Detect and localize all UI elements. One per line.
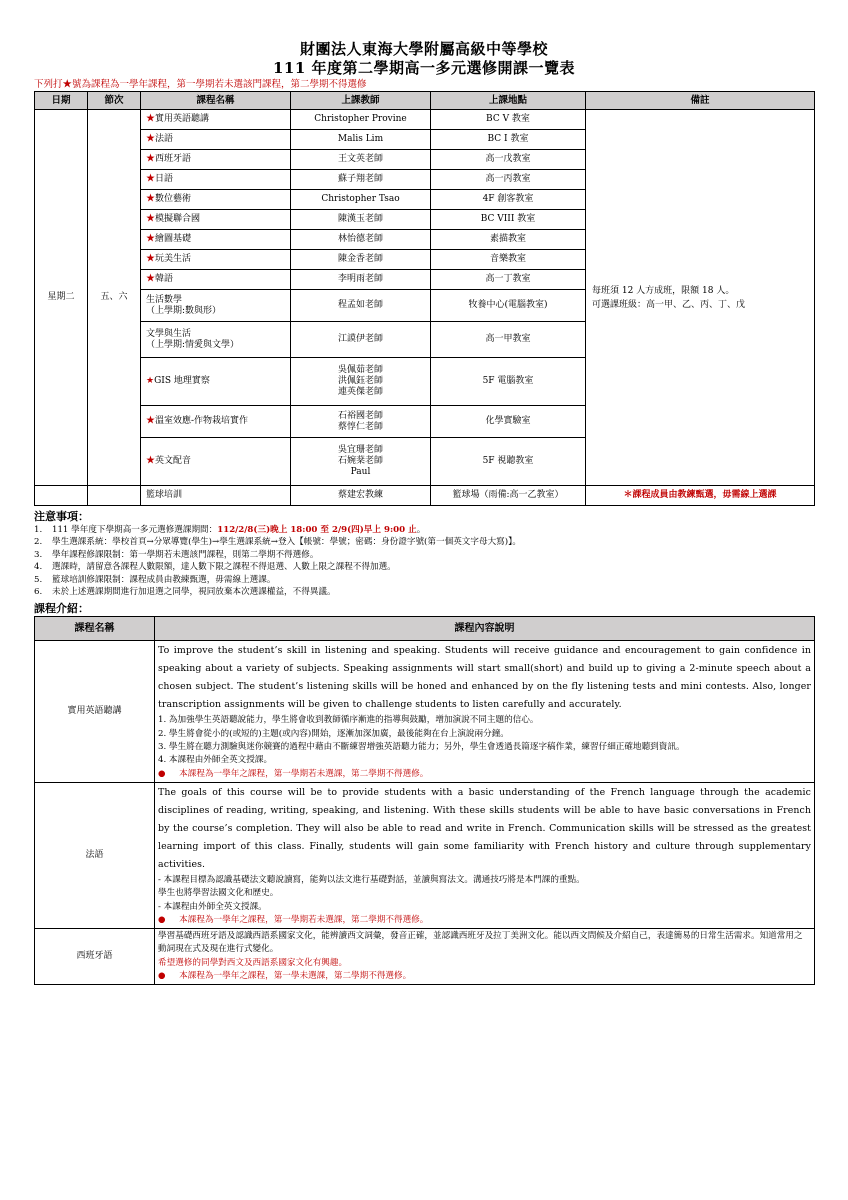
- note-text: 111 學年度下學期高一多元選修選課期間：: [52, 525, 218, 535]
- bullet-icon: ●: [158, 768, 180, 779]
- course-subtitle: （上學期:數與形）: [146, 305, 222, 316]
- year-course-note: [158, 970, 811, 983]
- course-name: 文學與生活: [146, 328, 192, 339]
- course-subtitle: （上學期:情愛與文學）: [146, 339, 240, 350]
- remark-classes: 可選課班級：高一甲、乙、丙、丁、戊: [592, 299, 746, 310]
- teacher-name: 連英傑老師: [337, 387, 383, 397]
- course-name-cell: [141, 270, 291, 290]
- teacher-cell: [291, 406, 431, 438]
- year-course-star-icon: ★: [146, 214, 156, 224]
- course-name-cell: [141, 170, 291, 190]
- course-name-cell: [141, 438, 291, 486]
- room-cell: BC I 教室: [431, 130, 586, 150]
- intro-row: [35, 641, 815, 782]
- course-name: 法語: [155, 134, 174, 144]
- header-teacher: 上課教師: [291, 92, 431, 110]
- teacher-cell: [291, 210, 431, 230]
- chinese-description-line: 學生也將學習法國文化和歷史。: [158, 888, 279, 899]
- course-name: 繪圖基礎: [155, 234, 192, 244]
- teacher-cell: [291, 290, 431, 322]
- room-cell: 高一丙教室: [431, 170, 586, 190]
- note-text: 籃球培訓修課限制：課程成員由教練甄選，毋需線上選課。: [52, 574, 276, 585]
- year-course-notice: 下列打★號為課程為一學年課程，第一學期若未選該門課程，第二學期不得選修: [34, 79, 367, 90]
- teacher-name: 蘇子翔老師: [337, 174, 383, 184]
- year-course-star-icon: ★: [146, 114, 156, 124]
- remark-capacity: 每班須 12 人方成班，限額 18 人。: [592, 285, 735, 296]
- teacher-name: 程孟如老師: [337, 300, 383, 310]
- teacher-name: 石婉棻老師: [337, 456, 383, 466]
- intro-description: [155, 929, 815, 985]
- teacher-name: Malis Lim: [337, 134, 384, 144]
- intro-description: [155, 782, 815, 928]
- teacher-cell: [291, 230, 431, 250]
- teacher-cell: [291, 250, 431, 270]
- note-text: 選課時，請留意各課程人數限額，達人數下限之課程不得退選、人數上限之課程不得加選。: [52, 562, 396, 573]
- teacher-cell: [291, 150, 431, 170]
- notes-list: [34, 524, 814, 598]
- course-name: 實用英語聽講: [155, 114, 210, 124]
- schedule-table: [34, 91, 815, 506]
- course-name-cell: [141, 322, 291, 358]
- room-cell: 化學實驗室: [431, 406, 586, 438]
- year-course-note-text: 本課程為一學年之課程，第一學期若未選課，第二學期不得選修。: [179, 914, 429, 925]
- teacher-cell: [291, 130, 431, 150]
- header-remark: 備註: [586, 92, 815, 110]
- schedule-row-basketball: [35, 486, 815, 506]
- teacher-name: 吳宜珊老師: [337, 445, 383, 455]
- period-cell: 五、六: [88, 110, 141, 486]
- intro-row: [35, 929, 815, 985]
- room-cell: 高一戊教室: [431, 150, 586, 170]
- teacher-cell: 蔡建宏教練: [291, 486, 431, 506]
- note-deadline: 112/2/8(三)晚上 18:00 至 2/9(四)早上 9:00 止: [217, 525, 417, 535]
- note-item: [34, 574, 814, 586]
- room-cell: BC VIII 教室: [431, 210, 586, 230]
- note-number: 6.: [34, 587, 43, 598]
- note-text: 學年課程修課限制：第一學期若未選該門課程，則第二學期不得選修。: [52, 549, 319, 560]
- year-course-star-icon: ★: [146, 416, 156, 426]
- room-cell: 音樂教室: [431, 250, 586, 270]
- intro-course-name: 西班牙語: [35, 929, 155, 985]
- room-cell: 高一甲教室: [431, 322, 586, 358]
- teacher-name: 李明雨老師: [337, 274, 383, 284]
- teacher-cell: [291, 438, 431, 486]
- course-name-cell: [141, 210, 291, 230]
- empty-cell: [88, 486, 141, 506]
- chinese-description-line: 2. 學生將會從小的(或短的)主題(或內容)開始，逐漸加深加廣，最後能夠在台上演說兩分鐘。: [158, 728, 509, 739]
- course-name: 韓語: [155, 274, 174, 284]
- note-text-end: 。: [416, 525, 426, 535]
- note-number: 3.: [34, 549, 43, 560]
- course-name-cell: [141, 358, 291, 406]
- year-course-note: [158, 768, 811, 781]
- course-name-cell: 籃球培訓: [141, 486, 291, 506]
- room-cell: 5F 電腦教室: [431, 358, 586, 406]
- course-name-cell: [141, 406, 291, 438]
- course-name: 模擬聯合國: [155, 214, 201, 224]
- note-item: [34, 524, 814, 536]
- note-text: 學生選課系統：學校首頁→分眾導覽(學生)→學生選課系統→登入【帳號：學號；密碼：身份證字號(第一個英文字母大寫)】。: [52, 537, 521, 548]
- note-text: 未於上述選課期間進行加退選之同學，視同放棄本次選課權益，不得異議。: [52, 587, 336, 598]
- teacher-name: 江謨伊老師: [337, 334, 383, 344]
- empty-cell: [35, 486, 88, 506]
- year-course-note-text: 本課程為一學年之課程，第一學未選課，第二學期不得選修。: [179, 971, 412, 981]
- year-course-star-icon: ★: [146, 254, 156, 264]
- intro-course-name: 法語: [35, 782, 155, 928]
- teacher-cell: [291, 322, 431, 358]
- teacher-name: 陳金香老師: [337, 254, 383, 264]
- year-course-star-icon: ★: [146, 234, 156, 244]
- course-name: 數位藝術: [155, 194, 192, 204]
- course-name-cell: [141, 230, 291, 250]
- page-title: 111 年度第二學期高一多元選修開課一覽表: [272, 59, 576, 77]
- course-name-cell: [141, 190, 291, 210]
- course-name: 生活數學: [146, 294, 183, 305]
- schedule-row: [35, 110, 815, 130]
- teacher-name: 林怡德老師: [337, 234, 383, 244]
- chinese-description-highlight: 希望選修的同學對西文及西語系國家文化有興趣。: [158, 957, 348, 968]
- course-name-cell: [141, 130, 291, 150]
- chinese-description-line: 3. 學生將在聽力測驗與迷你競賽的過程中藉由不斷練習增強英語聽力能力；另外，學生會透過長篇逐字稿作業，練習仔細正確地聽到資訊。: [158, 742, 685, 753]
- header-period: 節次: [88, 92, 141, 110]
- year-course-star-icon: ★: [146, 376, 155, 386]
- english-description: The goals of this course will be to provide students with a basic understanding of the French language through the academic disciplines of reading, writing, speaking, and listening. With these skills students will be able to have basic conversations in French by the course’s completion. They will also be able to read and write in French. Communication skills will be stressed as the greatest learning import of this class. Finally, students will gain some familiarity with French history and culture through supplementary activities.: [158, 786, 811, 870]
- course-name: 玩美生活: [155, 254, 192, 264]
- room-cell: BC V 教室: [431, 110, 586, 130]
- note-item: [34, 561, 814, 573]
- room-cell: 4F 創客教室: [431, 190, 586, 210]
- year-course-star-icon: ★: [146, 174, 156, 184]
- room-cell: 素描教室: [431, 230, 586, 250]
- teacher-name: 石裕國老師: [337, 410, 383, 421]
- year-course-star-icon: ★: [146, 154, 156, 164]
- note-item: [34, 586, 814, 598]
- teacher-cell: [291, 110, 431, 130]
- year-course-star-icon: ★: [146, 274, 156, 284]
- header-room: 上課地點: [431, 92, 586, 110]
- note-number: 1.: [34, 525, 43, 535]
- note-number: 4.: [34, 562, 43, 573]
- intro-header-row: [35, 617, 815, 641]
- teacher-name: 蔡惇仁老師: [337, 421, 383, 432]
- chinese-description-line: 學習基礎西班牙語及認識西語系國家文化，能辨讀西文詞彙，發音正確，並認識西班牙及拉丁美洲文化。能以西文問候及介紹自己，表達簡易的日常生活需求。知道常用之動詞現在式及現在進行式變化。: [158, 931, 803, 955]
- teacher-name: 王文英老師: [337, 154, 383, 164]
- remark-cell: [586, 110, 815, 486]
- note-item: [34, 536, 814, 548]
- course-name-cell: [141, 290, 291, 322]
- document-page: [34, 40, 814, 985]
- school-name: 財團法人東海大學附屬高級中等學校: [299, 40, 548, 58]
- course-name: 英文配音: [155, 456, 192, 466]
- teacher-name: 陳漢玉老師: [337, 214, 383, 224]
- note-item: [34, 549, 814, 561]
- intro-course-name: 實用英語聽講: [35, 641, 155, 782]
- day-cell: 星期二: [35, 110, 88, 486]
- teacher-cell: [291, 170, 431, 190]
- course-name: 溫室效應-作物栽培實作: [155, 416, 249, 426]
- header-course: 課程名稱: [141, 92, 291, 110]
- year-course-star-icon: ★: [146, 194, 156, 204]
- room-cell: 5F 視聽教室: [431, 438, 586, 486]
- year-course-star-icon: ★: [146, 456, 156, 466]
- course-name: 日語: [155, 174, 174, 184]
- notes-heading: 注意事項：: [34, 510, 89, 523]
- room-cell: 牧養中心(電腦教室): [431, 290, 586, 322]
- intro-header-course: 課程名稱: [35, 617, 155, 641]
- year-course-star-icon: ★: [146, 134, 156, 144]
- intro-description: [155, 641, 815, 782]
- year-course-note-text: 本課程為一學年之課程，第一學期若未選課，第二學期不得選修。: [179, 768, 429, 779]
- bullet-icon: ●: [158, 971, 180, 981]
- room-cell: 高一丁教室: [431, 270, 586, 290]
- course-name-cell: [141, 110, 291, 130]
- header-date: 日期: [35, 92, 88, 110]
- intro-heading: 課程介紹：: [34, 602, 89, 616]
- teacher-name: 吳佩茹老師: [337, 365, 383, 375]
- chinese-description-line: - 本課程由外師全英文授課。: [158, 901, 267, 912]
- bullet-icon: ●: [158, 914, 180, 925]
- schedule-header-row: [35, 92, 815, 110]
- english-description: To improve the student’s skill in listening and speaking. Students will receive guidance and encouragement to gain confidence in speaking about a variety of subjects. Speaking assignments will start small(short) and build up to giving a 2-minute speech about a chosen subject. The student’s listening skills will be honed and enhanced by on the fly listening tests and mini contests. Also, longer transcription assignments will be given to challenge students to listen carefully and accurately.: [158, 645, 811, 711]
- teacher-name: Christopher Tsao: [321, 194, 400, 204]
- year-course-note: [158, 914, 811, 927]
- note-number: 5.: [34, 574, 43, 585]
- chinese-description-line: 4. 本課程由外師全英文授課。: [158, 755, 273, 766]
- teacher-cell: [291, 270, 431, 290]
- intro-table: [34, 616, 815, 985]
- chinese-description-line: - 本課程目標為認識基礎法文聽說讀寫，能夠以法文進行基礎對話，並讀與寫法文。溝通技巧將是本門課的重點。: [158, 874, 585, 885]
- course-name: 西班牙語: [155, 154, 192, 164]
- chinese-description-line: 1. 為加強學生英語聽說能力，學生將會收到教師循序漸進的指導與鼓勵，增加演說不同主題的信心。: [158, 715, 539, 726]
- teacher-name: Christopher Provine: [314, 114, 407, 124]
- intro-header-desc: 課程內容說明: [155, 617, 815, 641]
- intro-row: [35, 782, 815, 928]
- room-cell: 籃球場（雨備:高一乙教室）: [431, 486, 586, 506]
- teacher-name: 洪佩鈺老師: [337, 376, 383, 386]
- teacher-cell: [291, 358, 431, 406]
- remark-cell: ＊課程成員由教練甄選，毋需線上選課: [586, 486, 815, 506]
- course-name: GIS 地理實察: [154, 376, 210, 386]
- course-name-cell: [141, 250, 291, 270]
- teacher-cell: [291, 190, 431, 210]
- note-number: 2.: [34, 537, 43, 548]
- teacher-name: Paul: [350, 467, 371, 477]
- course-name-cell: [141, 150, 291, 170]
